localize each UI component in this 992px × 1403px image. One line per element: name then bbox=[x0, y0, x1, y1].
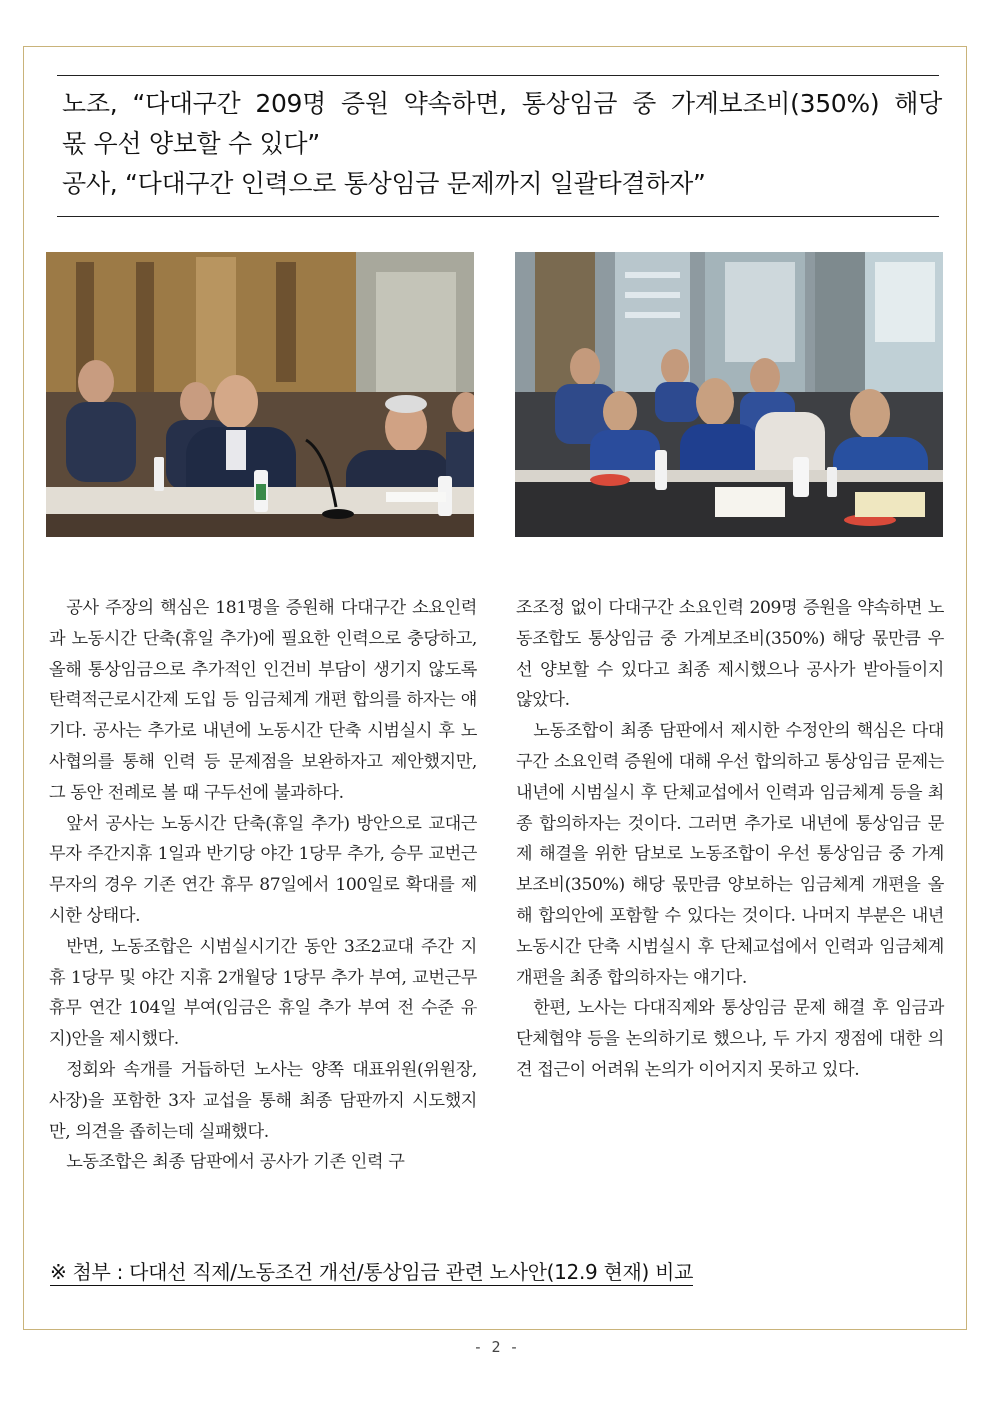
paragraph: 앞서 공사는 노동시간 단축(휴일 추가) 방안으로 교대근무자 주간지휴 1일과 반기당 야간 1당무 추가, 승무 교번근무자의 경우 기존 연간 휴무 87일에서 100일로 확대를 제시한 상태다. bbox=[49, 813, 477, 926]
page-number: - 2 - bbox=[473, 1338, 519, 1356]
attachment-note bbox=[50, 1256, 693, 1285]
paragraph: 반면, 노동조합은 시범실시기간 동안 3조2교대 주간 지휴 1당무 및 야간 지휴 2개월당 1당무 추가 부여, 교번근무 휴무 연간 104일 부여(임금은 휴일 추가 부여 전 수준 유지)안을 제시했다. bbox=[49, 936, 477, 1050]
headline-line-2: 몫 우선 양보할 수 있다” bbox=[62, 129, 320, 158]
body-right-column bbox=[516, 593, 944, 1086]
paragraph: 정회와 속개를 거듭하던 노사는 양쪽 대표위원(위원장, 사장)을 포함한 3자 교섭을 통해 최종 담판까지 시도했지만, 의견을 좁히는데 실패했다. bbox=[49, 1059, 477, 1142]
headline-line-1: 노조, “다대구간 209명 증원 약속하면, 통상임금 중 가계보조비(350%) 해당 bbox=[62, 89, 942, 118]
headline-line-3: 공사, “다대구간 인력으로 통상임금 문제까지 일괄타결하자” bbox=[62, 169, 706, 198]
paragraph: 공사 주장의 핵심은 181명을 증원해 다대구간 소요인력과 노동시간 단축(휴일 추가)에 필요한 인력으로 충당하고, 올해 통상임금으로 추가적인 인건비 부담이 생기지 않도록 탄력적근로시간제 도입 등 임금체계 개편 합의를 하자는 얘기다. 공사는 추가로 내년에 노동시간 단축 시범실시 후 노사협의를 통해 인력 등 문제점을 보완하자고 제안했지만, 그 동안 전례로 볼 때 구두선에 불과하다. bbox=[49, 598, 477, 803]
paragraph-continuation: 조조정 없이 다대구간 소요인력 209명 증원을 약속하면 노동조합도 통상임금 중 가계보조비(350%) 해당 몫만큼 우선 양보할 수 있다고 최종 제시했으나 공사가 받아들이지 않았다. bbox=[516, 598, 944, 711]
meeting-photo-left bbox=[46, 252, 474, 537]
attachment-text: ※ 첨부 : 다대선 직제/노동조건 개선/통상임금 관련 노사안(12.9 현재) 비교 bbox=[50, 1260, 694, 1284]
paragraph: 노동조합이 최종 담판에서 제시한 수정안의 핵심은 다대구간 소요인력 증원에 대해 우선 합의하고 통상임금 문제는 내년에 시범실시 후 단체교섭에서 인력과 임금체계 등을 최종 합의하자는 것이다. 그러면 추가로 내년에 통상임금 문제 해결을 위한 담보로 노동조합이 우선 통상임금 중 가계보조비(350%) 해당 몫만큼 양보하는 임금체계 개편을 올해 합의안에 포함할 수 있다는 것이다. 나머지 부분은 내년 노동시간 단축 시범실시 후 단체교섭에서 인력과 임금체계 개편을 최종 합의하자는 얘기다. bbox=[516, 721, 944, 988]
headline-top-rule bbox=[57, 75, 939, 76]
paragraph: 노동조합은 최종 담판에서 공사가 기존 인력 구 bbox=[66, 1152, 405, 1173]
meeting-photo-right bbox=[515, 252, 943, 537]
body-left-column bbox=[49, 593, 477, 1178]
headline-bottom-rule bbox=[57, 216, 939, 217]
headline bbox=[62, 84, 942, 204]
paragraph: 한편, 노사는 다대직제와 통상임금 문제 해결 후 임금과 단체협약 등을 논의하기로 했으나, 두 가지 쟁점에 대한 의견 접근이 어려워 논의가 이어지지 못하고 있다. bbox=[516, 998, 944, 1080]
